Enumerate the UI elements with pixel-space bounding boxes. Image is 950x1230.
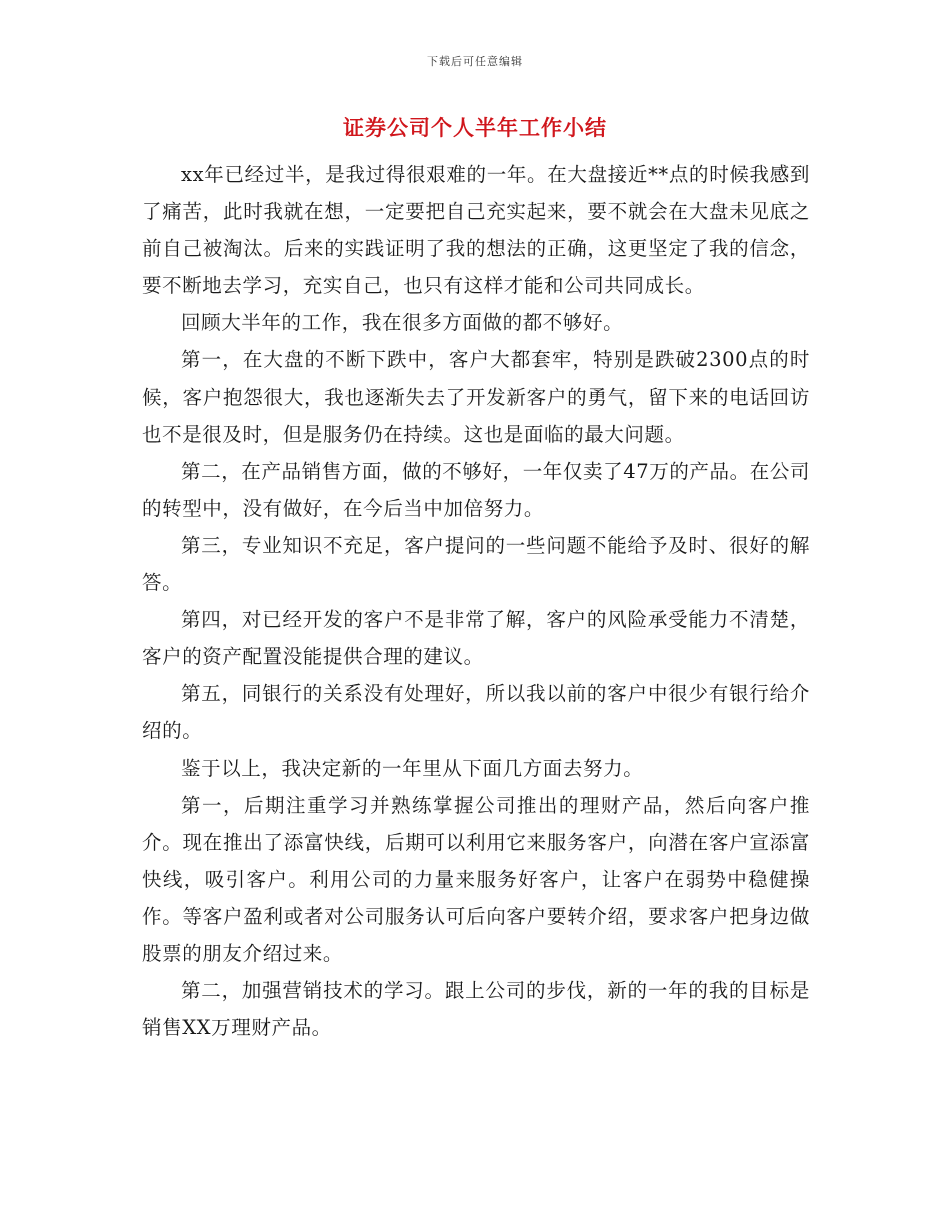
paragraph-review: 回顾大半年的工作，我在很多方面做的都不够好。 xyxy=(181,311,624,335)
header-note: 下载后可任意编辑 xyxy=(427,55,523,68)
paragraph-plan-intro: 鉴于以上，我决定新的一年里从下面几方面去努力。 xyxy=(181,756,644,780)
page-title: 证券公司个人半年工作小结 xyxy=(343,116,607,140)
paragraph-problem-5: 第五，同银行的关系没有处理好，所以我以前的客户中很少有银行给介绍的。 xyxy=(142,682,810,743)
document-body xyxy=(142,156,810,1046)
paragraph-problem-2: 第二，在产品销售方面，做的不够好，一年仅卖了47万的产品。在公司的转型中，没有做好，在今后当中加倍努力。 xyxy=(142,459,811,520)
paragraph-plan-1: 第一，后期注重学习并熟练掌握公司推出的理财产品，然后向客户推介。现在推出了添富快线，后期可以利用它来服务客户，向潜在客户宣添富快线，吸引客户。利用公司的力量来服务好客户，让客户在弱势中稳健操作。等客户盈利或者对公司服务认可后向客户要转介绍，要求客户把身边做股票的朋友介绍过来。 xyxy=(142,793,810,965)
paragraph-intro: xx年已经过半，是我过得很艰难的一年。在大盘接近**点的时候我感到了痛苦，此时我就在想，一定要把自己充实起来，要不就会在大盘未见底之前自己被淘汰。后来的实践证明了我的想法的正确，这更坚定了我的信念，要不断地去学习，充实自己，也只有这样才能和公司共同成长。 xyxy=(142,163,810,298)
paragraph-plan-2: 第二，加强营销技术的学习。跟上公司的步伐，新的一年的我的目标是销售XX万理财产品。 xyxy=(142,979,810,1040)
paragraph-problem-3: 第三，专业知识不充足，客户提问的一些问题不能给予及时、很好的解答。 xyxy=(142,533,810,595)
paragraph-problem-4: 第四，对已经开发的客户不是非常了解，客户的风险承受能力不清楚，客户的资产配置没能提供合理的建议。 xyxy=(142,608,810,669)
paragraph-problem-1: 第一，在大盘的不断下跌中，客户大都套牢，特别是跌破2300点的时候，客户抱怨很大，我也逐渐失去了开发新客户的勇气，留下来的电话回访也不是很及时，但是服务仍在持续。这也是面临的最大问题。 xyxy=(142,348,810,446)
